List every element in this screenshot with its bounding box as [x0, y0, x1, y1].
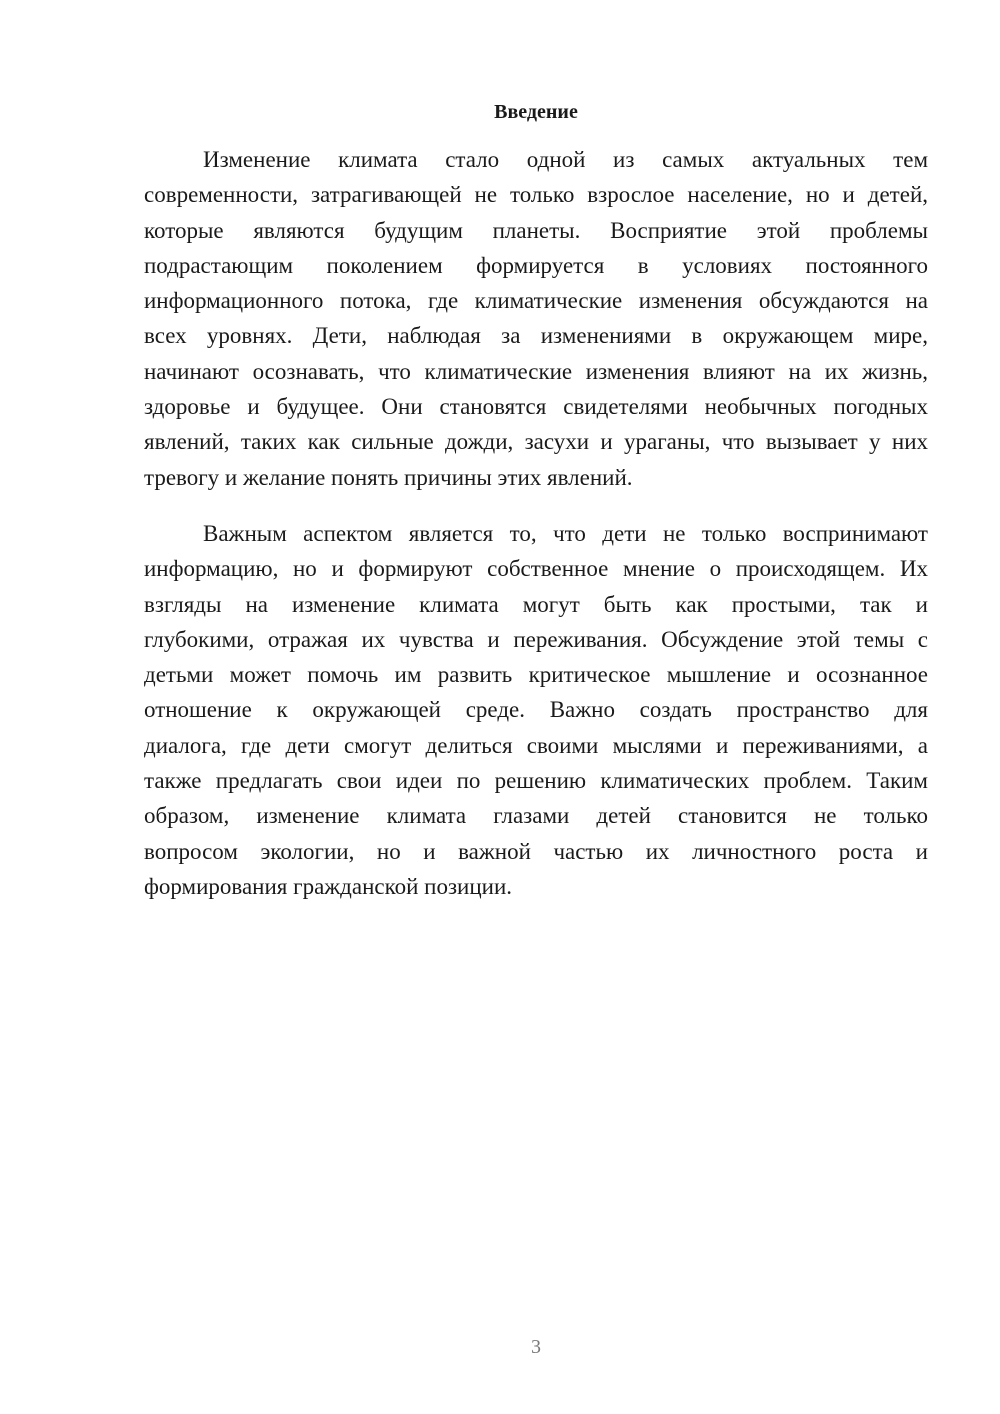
text-line: также предлагать свои идеи по решению климатических проблем. Таким [144, 768, 928, 794]
text-line: детьми может помочь им развить критическое мышление и осознанное [144, 662, 928, 688]
text-line: информацию, но и формируют собственное мнение о происходящем. Их [144, 556, 928, 582]
text-line: начинают осознавать, что климатические изменения влияют на их жизнь, [144, 358, 928, 384]
text-line: Важным аспектом является то, что дети не только воспринимают [203, 521, 928, 546]
text-line: тревогу и желание понять причины этих явлений. [144, 464, 633, 490]
text-line: подрастающим поколением формируется в условиях постоянного [144, 252, 928, 278]
text-line: вопросом экологии, но и важной частью их личностного роста и [144, 838, 928, 864]
section-heading: Введение [494, 101, 578, 123]
paragraph-1 [144, 142, 928, 495]
text-line: диалога, где дети смогут делиться своими мыслями и переживаниями, а [144, 732, 928, 758]
text-line: здоровье и будущее. Они становятся свидетелями необычных погодных [144, 394, 928, 420]
text-line: отношение к окружающей среде. Важно создать пространство для [144, 697, 928, 723]
text-line: информационного потока, где климатические изменения обсуждаются на [144, 288, 928, 314]
text-line: взгляды на изменение климата могут быть как простыми, так и [144, 591, 928, 617]
text-line: явлений, таких как сильные дожди, засухи и ураганы, что вызывает у них [144, 429, 928, 455]
text-line: глубокими, отражая их чувства и переживания. Обсуждение этой темы с [144, 626, 928, 652]
text-line: формирования гражданской позиции. [144, 873, 513, 899]
text-line: образом, изменение климата глазами детей становится не только [144, 803, 928, 829]
text-line: Изменение климата стало одной из самых актуальных тем [203, 147, 928, 172]
text-line: современности, затрагивающей не только взрослое население, но и детей, [144, 182, 928, 208]
paragraph-2 [144, 516, 928, 904]
page-number: 3 [531, 1336, 541, 1358]
text-line: которые являются будущим планеты. Восприятие этой проблемы [144, 217, 928, 243]
text-line: всех уровнях. Дети, наблюдая за изменениями в окружающем мире, [144, 323, 928, 349]
